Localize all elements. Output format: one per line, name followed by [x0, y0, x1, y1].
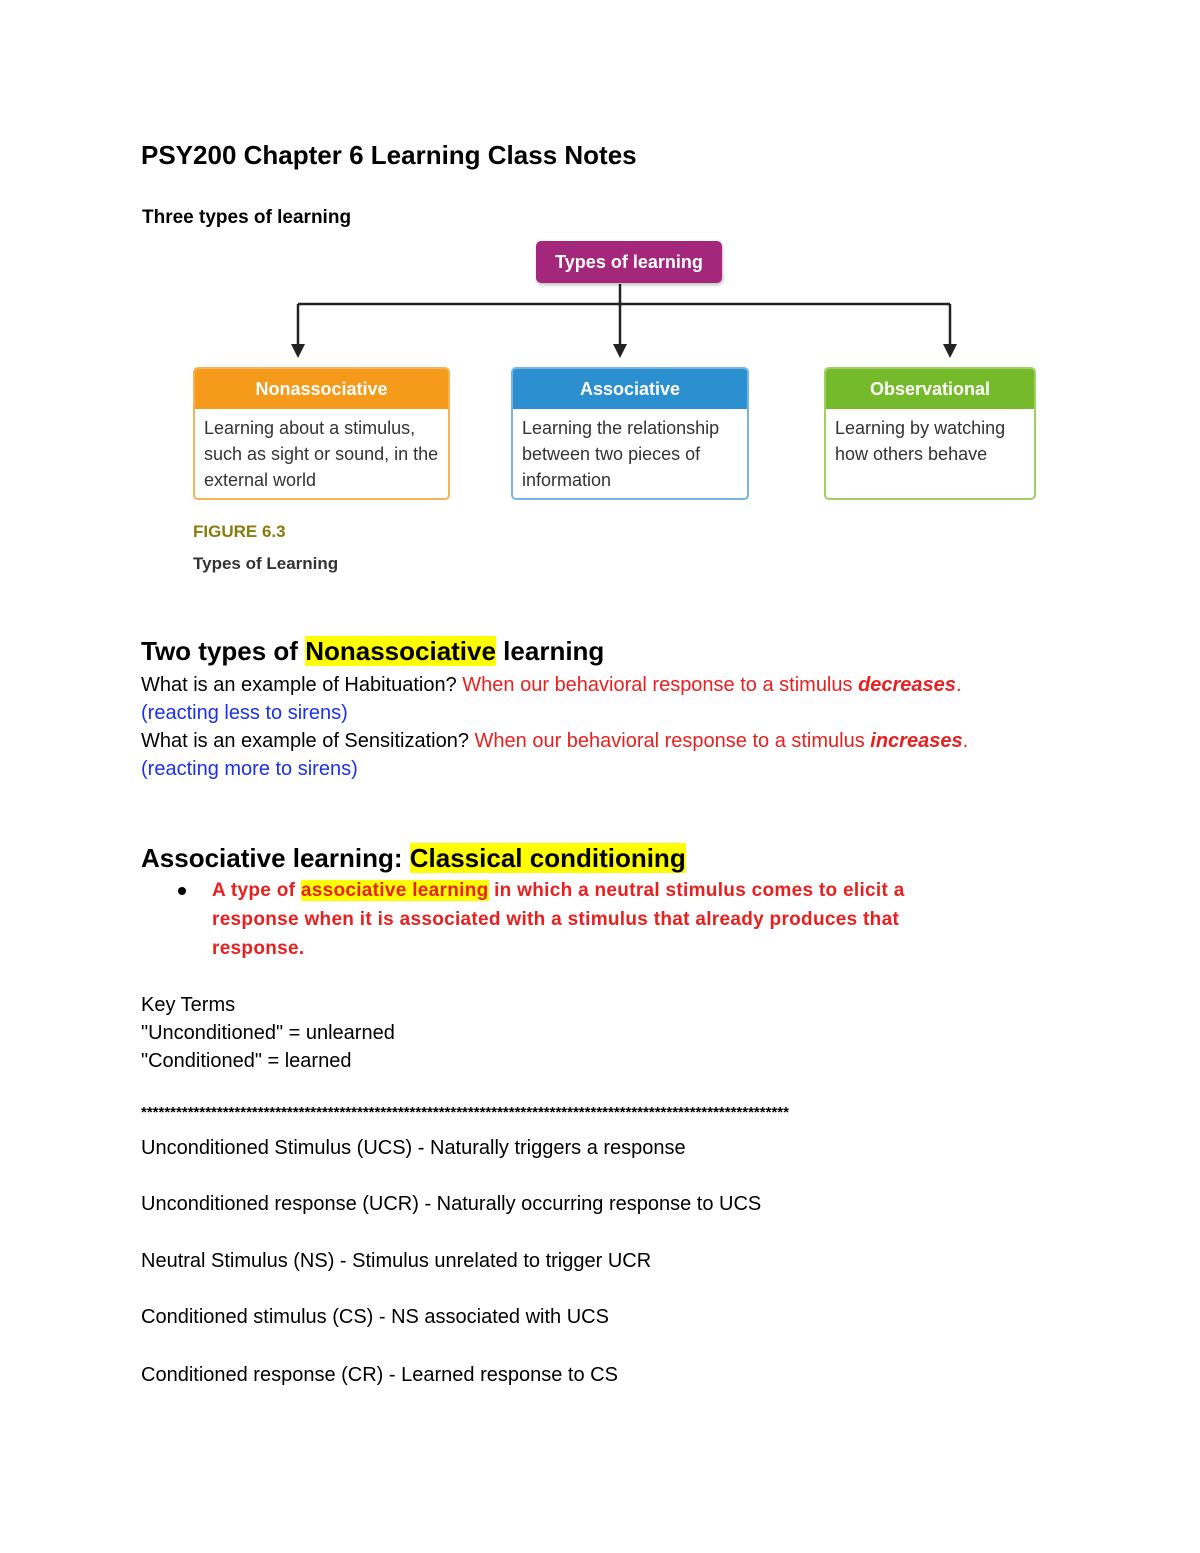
definition-bullet-list	[178, 876, 988, 963]
definition-cr: Conditioned response (CR) - Learned response to CS	[141, 1364, 618, 1386]
sensitization-emphasis: increases	[870, 730, 963, 752]
figure-label: FIGURE 6.3	[193, 522, 286, 541]
habituation-answer: When our behavioral response to a stimulus	[462, 674, 859, 696]
habituation-period: .	[955, 674, 962, 696]
heading-text: Two types of	[141, 636, 306, 666]
habituation-line	[141, 671, 962, 699]
bullet-text: A type of	[212, 880, 301, 901]
term-unconditioned: "Unconditioned" = unlearned	[141, 1022, 395, 1044]
heading-text-end: learning	[495, 636, 605, 666]
definition-ucr: Unconditioned response (UCR) - Naturally occurring response to UCS	[141, 1193, 762, 1215]
bullet-text-end: in which a neutral stimulus comes to elicit a response when it is associated with a stimulus that already produces that response.	[212, 880, 905, 959]
types-of-learning-box: Types of learning	[536, 241, 722, 283]
associative-title: Associative	[513, 369, 747, 409]
habituation-example: (reacting less to sirens)	[141, 702, 348, 724]
subheading-three-types: Three types of learning	[142, 207, 352, 228]
sensitization-period: .	[962, 730, 969, 752]
habituation-question: What is an example of Habituation?	[141, 674, 463, 696]
heading-highlight: Nonassociative	[305, 636, 496, 666]
observational-desc: Learning by watching how others behave	[835, 418, 1006, 464]
list-item	[178, 876, 988, 963]
sensitization-question: What is an example of Sensitization?	[141, 730, 475, 752]
heading-text: Associative learning:	[141, 843, 410, 873]
sensitization-line	[141, 727, 968, 755]
bullet-dot	[178, 887, 186, 895]
definition-ucs: Unconditioned Stimulus (UCS) - Naturally triggers a response	[141, 1137, 686, 1159]
sensitization-answer: When our behavioral response to a stimulus	[474, 730, 871, 752]
page-title: PSY200 Chapter 6 Learning Class Notes	[141, 140, 637, 170]
associative-box	[511, 367, 749, 500]
types-of-learning-diagram	[185, 236, 1045, 581]
term-conditioned: "Conditioned" = learned	[141, 1050, 352, 1072]
observational-title: Observational	[826, 369, 1034, 409]
nonassociative-box	[193, 367, 450, 500]
associative-desc: Learning the relationship between two pieces of information	[522, 418, 720, 490]
classical-conditioning-heading	[141, 843, 686, 874]
key-terms-label: Key Terms	[141, 994, 236, 1016]
nonassociative-title: Nonassociative	[195, 369, 448, 409]
definition-cs: Conditioned stimulus (CS) - NS associated with UCS	[141, 1306, 609, 1328]
bullet-highlight: associative learning	[300, 880, 489, 901]
heading-highlight: Classical conditioning	[409, 843, 686, 873]
definition-ns: Neutral Stimulus (NS) - Stimulus unrelated to trigger UCR	[141, 1250, 652, 1272]
nonassociative-desc: Learning about a stimulus, such as sight or sound, in the external world	[204, 418, 439, 490]
observational-box	[824, 367, 1036, 500]
figure-caption: Types of Learning	[193, 554, 339, 573]
sensitization-example: (reacting more to sirens)	[141, 758, 358, 780]
divider: ***************************************************************************************************************	[141, 1104, 789, 1121]
habituation-emphasis: decreases	[858, 674, 956, 696]
nonassociative-heading	[141, 636, 604, 667]
